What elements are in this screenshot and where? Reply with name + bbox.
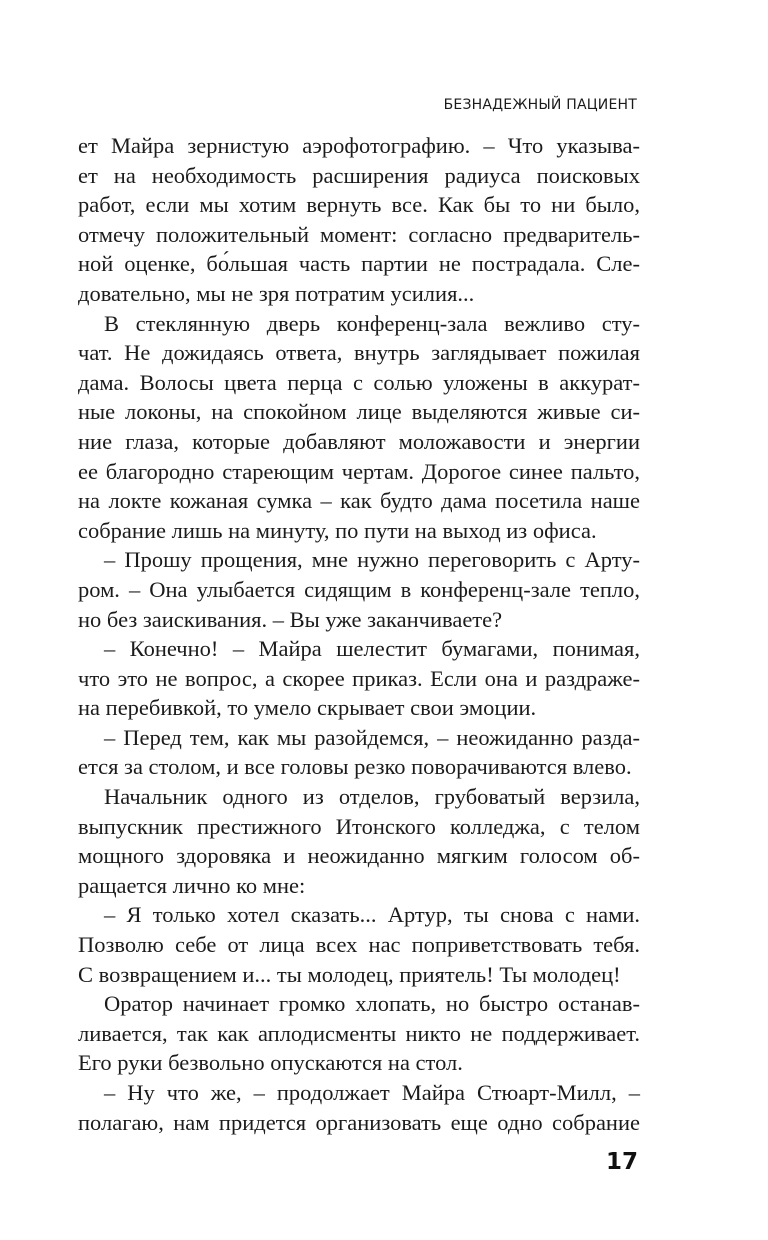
text-line: – Ну что же, – продолжает Майра Стюарт-Милл, – [104, 1080, 640, 1105]
text-line: ром. – Она улыбается сидящим в конференц-зале тепло, [78, 576, 640, 602]
text-line: ется за столом, и все головы резко поворачиваются влево. [78, 754, 632, 780]
text-line: но без заискивания. – Вы уже заканчиваете? [78, 606, 503, 632]
text-line: работ, если мы хотим вернуть все. Как бы то ни было, [78, 192, 640, 218]
text-line: дама. Волосы цвета перца с солью уложены в аккурат- [78, 369, 640, 395]
text-line: чат. Не дожидаясь ответа, внутрь заглядывает пожилая [78, 340, 640, 366]
text-line: ливается, так как аплодисменты никто не поддерживает. [78, 1020, 640, 1046]
text-line: ные локоны, на спокойном лице выделяются живые си- [78, 399, 640, 425]
text-line: ной оценке, бо́льшая часть партии не пострадала. Сле- [78, 251, 640, 277]
text-line: С возвращением и... ты молодец, приятель! Ты молодец! [78, 961, 621, 987]
text-line: довательно, мы не зря потратим усилия... [78, 280, 475, 306]
text-line: собрание лишь на минуту, по пути на выход из офиса. [78, 517, 597, 543]
text-line: Позволю себе от лица всех нас поприветствовать тебя. [78, 932, 640, 958]
text-line: ние глаза, которые добавляют моложавости и энергии [78, 428, 640, 454]
text-line: В стеклянную дверь конференц-зала вежливо сту- [104, 310, 640, 336]
text-line: – Я только хотел сказать... Артур, ты снова с нами. [104, 902, 640, 928]
text-line: ет на необходимость расширения радиуса поисковых [78, 162, 640, 188]
text-line: выпускник престижного Итонского колледжа, с телом [78, 813, 640, 839]
text-line: мощного здоровяка и неожиданно мягким голосом об- [78, 843, 640, 869]
running-head: БЕЗНАДЕЖНЫЙ ПАЦИЕНТ [443, 97, 637, 113]
text-line: ее благородно стареющим чертам. Дорогое синее пальто, [78, 458, 640, 484]
text-line: на локте кожаная сумка – как будто дама посетила наше [78, 488, 640, 514]
text-line: ет Майра зернистую аэрофотографию. – Что указыва- [78, 133, 640, 158]
text-line: что это не вопрос, а скорее приказ. Если она и раздраже- [78, 665, 640, 691]
page-number: 17 [605, 1149, 638, 1175]
body-text [78, 131, 640, 1137]
text-line: на перебивкой, то умело скрывает свои эмоции. [78, 695, 537, 721]
text-line: Оратор начинает громко хлопать, но быстро останав- [104, 991, 640, 1017]
text-line: ращается лично ко мне: [78, 872, 306, 898]
text-line: Его руки безвольно опускаются на стол. [78, 1050, 463, 1076]
text-line: – Перед тем, как мы разойдемся, – неожиданно разда- [104, 724, 640, 750]
text-line: отмечу положительный момент: согласно предваритель- [78, 221, 640, 247]
text-line: Начальник одного из отделов, грубоватый верзила, [104, 784, 640, 810]
text-line: полагаю, нам придется организовать еще одно собрание [78, 1109, 640, 1135]
text-line: – Прошу прощения, мне нужно переговорить с Арту- [104, 547, 640, 573]
text-line: – Конечно! – Майра шелестит бумагами, понимая, [104, 636, 640, 662]
